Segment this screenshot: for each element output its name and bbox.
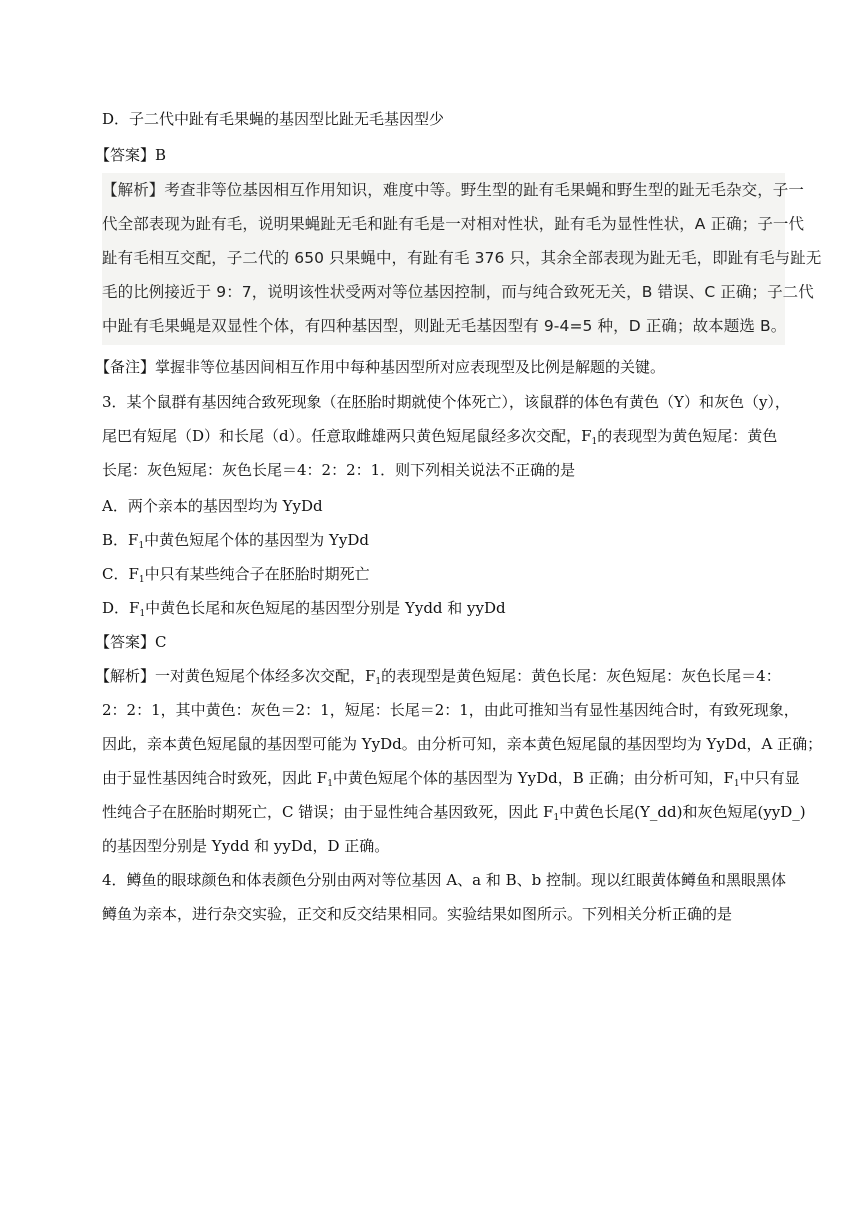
q3-option-a: A．两个亲本的基因型均为 YyDd bbox=[102, 497, 323, 515]
q2-analysis-line: 中趾有毛果蝇是双显性个体，有四种基因型，则趾无毛基因型有 9-4=5 种，D 正确；故本题选 B。 bbox=[102, 317, 787, 335]
q4-stem: 鳟鱼为亲本，进行杂交实验，正交和反交结果相同。实验结果如图所示。下列相关分析正确的是 bbox=[102, 905, 733, 923]
q2-analysis-line: 毛的比例接近于 9：7，说明该性状受两对等位基因控制，而与纯合致死无关，B 错误、C 正确；子二代 bbox=[102, 283, 814, 301]
q3-analysis-line: 因此，亲本黄色短尾鼠的基因型可能为 YyDd。由分析可知，亲本黄色短尾鼠的基因型均为 YyDd，A 正确； bbox=[102, 735, 823, 753]
q3-analysis-line: 【解析】一对黄色短尾个体经多次交配，$F_1$的表现型是黄色短尾：黄色长尾：灰色短尾：灰色长尾＝4： bbox=[95, 667, 781, 687]
q3-option-c: C．$F_1$中只有某些纯合子在胚胎时期死亡 bbox=[102, 565, 370, 585]
q2-note: 【备注】掌握非等位基因间相互作用中每种基因型所对应表现型及比例是解题的关键。 bbox=[95, 358, 666, 376]
q3-option-d: D．$F_1$中黄色长尾和灰色短尾的基因型分别是 Yydd 和 yyDd bbox=[102, 599, 506, 619]
q3-stem: 长尾：灰色短尾：灰色长尾＝4：2：2：1．则下列相关说法不正确的是 bbox=[102, 461, 576, 479]
q3-option-b: B．$F_1$中黄色短尾个体的基因型为 YyDd bbox=[102, 531, 369, 551]
q2-analysis-line: 趾有毛相互交配，子二代的 650 只果蝇中，有趾有毛 376 只，其余全部表现为趾无毛，即趾有毛与趾无 bbox=[102, 249, 822, 267]
q2-analysis-scanned-image bbox=[102, 173, 822, 345]
q3-answer: 【答案】C bbox=[95, 633, 167, 651]
q3-analysis-line: 2：2：1，其中黄色：灰色＝2：1，短尾：长尾＝2：1，由此可推知当有显性基因纯合时，有致死现象， bbox=[102, 701, 799, 719]
q3-stem: 3．某个鼠群有基因纯合致死现象（在胚胎时期就使个体死亡），该鼠群的体色有黄色（Y）和灰色（y）， bbox=[102, 393, 790, 411]
q2-option-d: D．子二代中趾有毛果蝇的基因型比趾无毛基因型少 bbox=[102, 110, 445, 128]
q2-answer: 【答案】B bbox=[95, 146, 167, 164]
q2-analysis-line: 【解析】考查非等位基因相互作用知识，难度中等。野生型的趾有毛果蝇和野生型的趾无毛杂交，子一 bbox=[102, 181, 805, 199]
q2-analysis-line: 代全部表现为趾有毛，说明果蝇趾无毛和趾有毛是一对相对性状，趾有毛为显性性状，A 正确；子一代 bbox=[102, 215, 805, 233]
q3-analysis-line: 性纯合子在胚胎时期死亡，C 错误；由于显性纯合基因致死，因此 $F_1$中黄色长尾(Y_dd)和灰色短尾(yyD_) bbox=[102, 803, 806, 823]
q3-analysis-line: 的基因型分别是 Yydd 和 yyDd，D 正确。 bbox=[102, 837, 390, 855]
q4-stem: 4．鳟鱼的眼球颜色和体表颜色分别由两对等位基因 A、a 和 B、b 控制。现以红眼黄体鳟鱼和黑眼黑体 bbox=[102, 871, 787, 889]
q3-analysis-line: 由于显性基因纯合时致死，因此 $F_1$中黄色短尾个体的基因型为 YyDd，B 正确；由分析可知，$F_1$中只有显 bbox=[102, 769, 800, 789]
q3-stem: 尾巴有短尾（D）和长尾（d）。任意取雌雄两只黄色短尾鼠经多次交配，$F_1$的表现型为黄色短尾：黄色 bbox=[102, 427, 778, 447]
